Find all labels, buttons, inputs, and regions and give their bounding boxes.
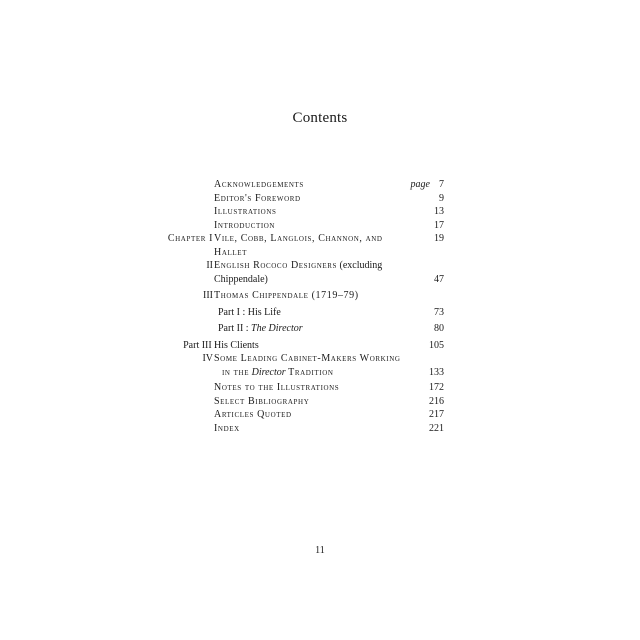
toc-page-number: 17 [434, 219, 444, 231]
toc-entry-title: Illustrations [214, 206, 277, 217]
toc-entry-title: Editor's Foreword [214, 192, 301, 204]
toc-entry-illustrations [150, 205, 450, 219]
toc-page-number: 221 [429, 422, 444, 434]
toc-entry-title-main: Some Leading Cabinet-Makers Working [214, 353, 401, 364]
toc-entry-title: Vile, Cobb, Langlois, Channon, and Hallet [214, 233, 383, 258]
toc-page-number: 80 [434, 323, 444, 334]
toc-entry-title [214, 259, 394, 286]
page-number: 11 [315, 545, 325, 556]
toc-entry-title-prefix: in the [222, 366, 250, 378]
table-of-contents [150, 178, 450, 435]
toc-entry-title: Acknowledgements [214, 179, 304, 190]
toc-entry-title: His Clients [214, 339, 259, 351]
toc-entry-articles [150, 408, 450, 422]
toc-page-number: 73 [434, 306, 444, 318]
toc-entry-title: Part I : His Life [218, 306, 281, 318]
toc-entry-introduction [150, 219, 450, 233]
part-label: Part III : [183, 339, 217, 351]
toc-page-number: 19 [434, 233, 444, 244]
page-title: Contents [292, 110, 348, 126]
toc-entry-chapter-1 [150, 232, 450, 259]
toc-entry-part-1 [150, 306, 450, 320]
toc-entry-index [150, 422, 450, 436]
toc-page-number: 105 [429, 339, 444, 351]
toc-page-number: 9 [439, 192, 444, 204]
toc-entry-title [218, 322, 398, 336]
toc-entry-title-continued: Tradition [288, 366, 334, 378]
toc-page-number: 133 [429, 366, 444, 378]
toc-page-number: 217 [429, 409, 444, 420]
toc-entry-title: Notes to the Illustrations [214, 382, 340, 393]
toc-page-number: 172 [429, 382, 444, 393]
toc-entry-title: Select Bibliography [214, 395, 310, 407]
toc-page-number: 13 [434, 206, 444, 217]
toc-entry-part-2 [150, 322, 450, 336]
chapter-label: III [203, 290, 213, 301]
toc-entry-title-italic: The Director [251, 323, 303, 334]
toc-entry-title-italic: Director [251, 366, 286, 378]
toc-entry-chapter-2 [150, 259, 450, 286]
toc-entry-bibliography [150, 395, 450, 409]
toc-entry-part-3 [150, 339, 450, 353]
toc-entry-title-continued: Chippendale) [214, 273, 268, 285]
toc-entry-title-note: (excluding [339, 260, 383, 271]
chapter-label: IV [202, 353, 213, 364]
toc-entry-title [214, 352, 414, 379]
toc-entry-chapter-3 [150, 289, 450, 303]
toc-entry-title: Index [214, 422, 240, 434]
toc-entry-editors-foreword [150, 192, 450, 206]
toc-page-number: 47 [434, 273, 444, 285]
toc-entry-title: Thomas Chippendale (1719–79) [214, 290, 359, 301]
toc-entry-title: Articles Quoted [214, 409, 292, 420]
toc-entry-chapter-4 [150, 352, 450, 379]
toc-entry-title-main: Part II : [218, 323, 252, 334]
toc-page-number: 7 [439, 179, 444, 190]
toc-entry-title: Introduction [214, 219, 276, 231]
toc-entry-title-main: English Rococo Designers [214, 260, 338, 271]
chapter-label: Chapter I [167, 233, 213, 244]
chapter-label: II [206, 260, 213, 271]
toc-entry-acknowledgements [150, 178, 450, 192]
toc-entry-notes [150, 381, 450, 395]
page-label: page [410, 179, 430, 190]
toc-page-number: 216 [429, 395, 444, 407]
